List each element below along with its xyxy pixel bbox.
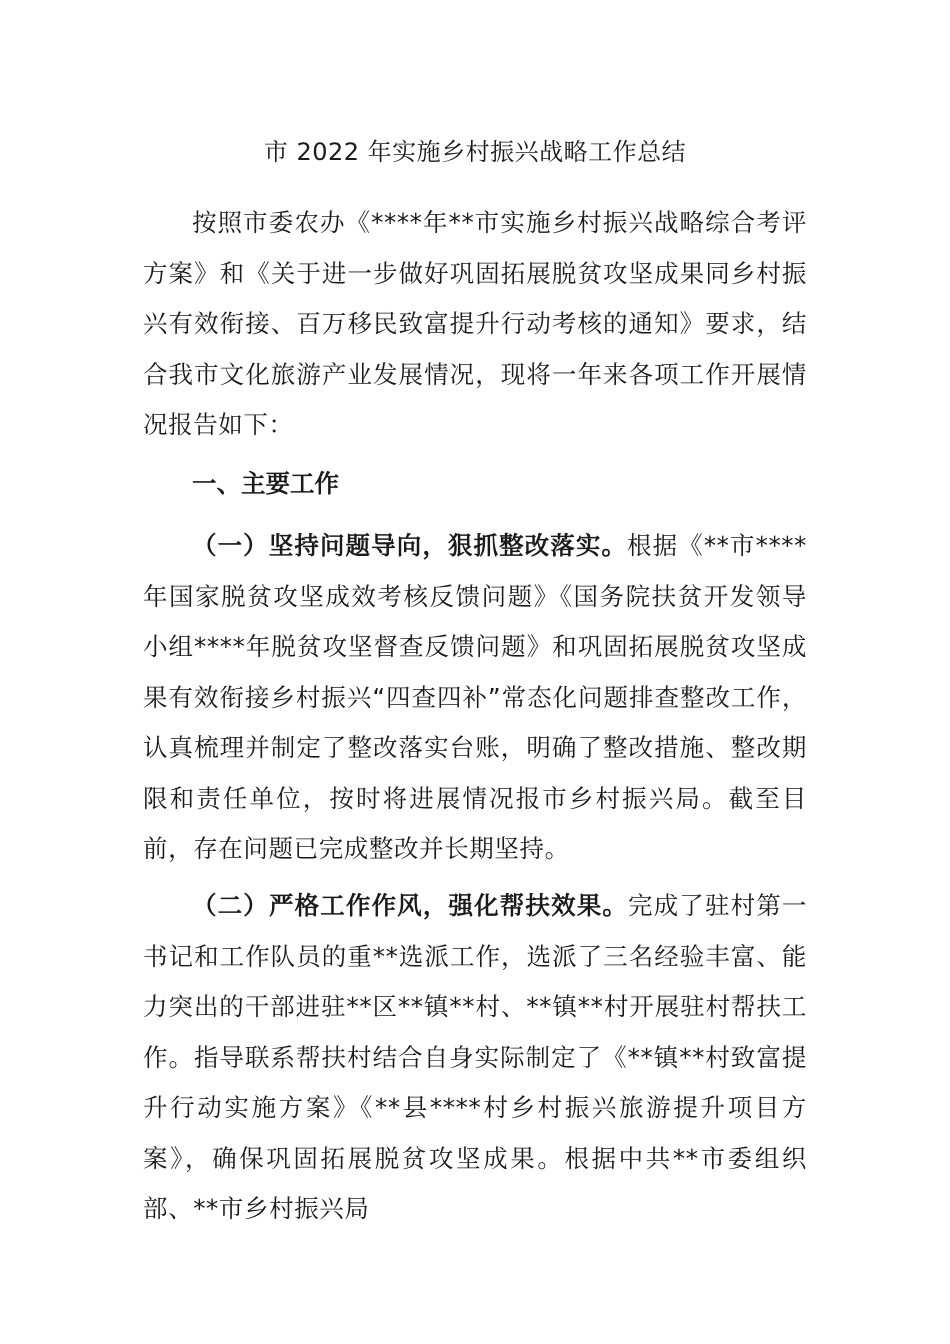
item-lead-1: （一）坚持问题导向，狠抓整改落实。 xyxy=(192,531,628,560)
section-heading: 一、主要工作 xyxy=(192,469,339,498)
intro-paragraph: 按照市委农办《****年**市实施乡村振兴战略综合考评方案》和《关于进一步做好巩固拓展脱贫攻坚成果同乡村振兴有效衔接、百万移民致富提升行动考核的通知》要求，结合我市文化旅游产业发展情况，现将一年来各项工作开展情况报告如下： xyxy=(143,208,807,439)
item-paragraph-1 xyxy=(143,521,807,875)
item-body-1: 根据《**市****年国家脱贫攻坚成效考核反馈问题》《国务院扶贫开发领导小组****年脱贫攻坚督查反馈问题》和巩固拓展脱贫攻坚成果有效衔接乡村振兴“四查四补”常态化问题排查整改工作，认真梳理并制定了整改落实台账，明确了整改措施、整改期限和责任单位，按时将进展情况报市乡村振兴局。截至目前，存在问题已完成整改并长期坚持。 xyxy=(143,531,808,863)
item-paragraph-2 xyxy=(143,881,807,1235)
item-body-2: 完成了驻村第一书记和工作队员的重**选派工作，选派了三名经验丰富、能力突出的干部进驻**区**镇**村、**镇**村开展驻村帮扶工作。指导联系帮扶村结合自身实际制定了《**镇**村致富提升行动实施方案》《**县****村乡村振兴旅游提升项目方案》，确保巩固拓展脱贫攻坚成果。根据中共**市委组织部、**市乡村振兴局 xyxy=(143,891,808,1223)
item-lead-2: （二）严格工作作风，强化帮扶效果。 xyxy=(192,891,629,920)
document-title: 市 2022 年实施乡村振兴战略工作总结 xyxy=(263,138,687,166)
